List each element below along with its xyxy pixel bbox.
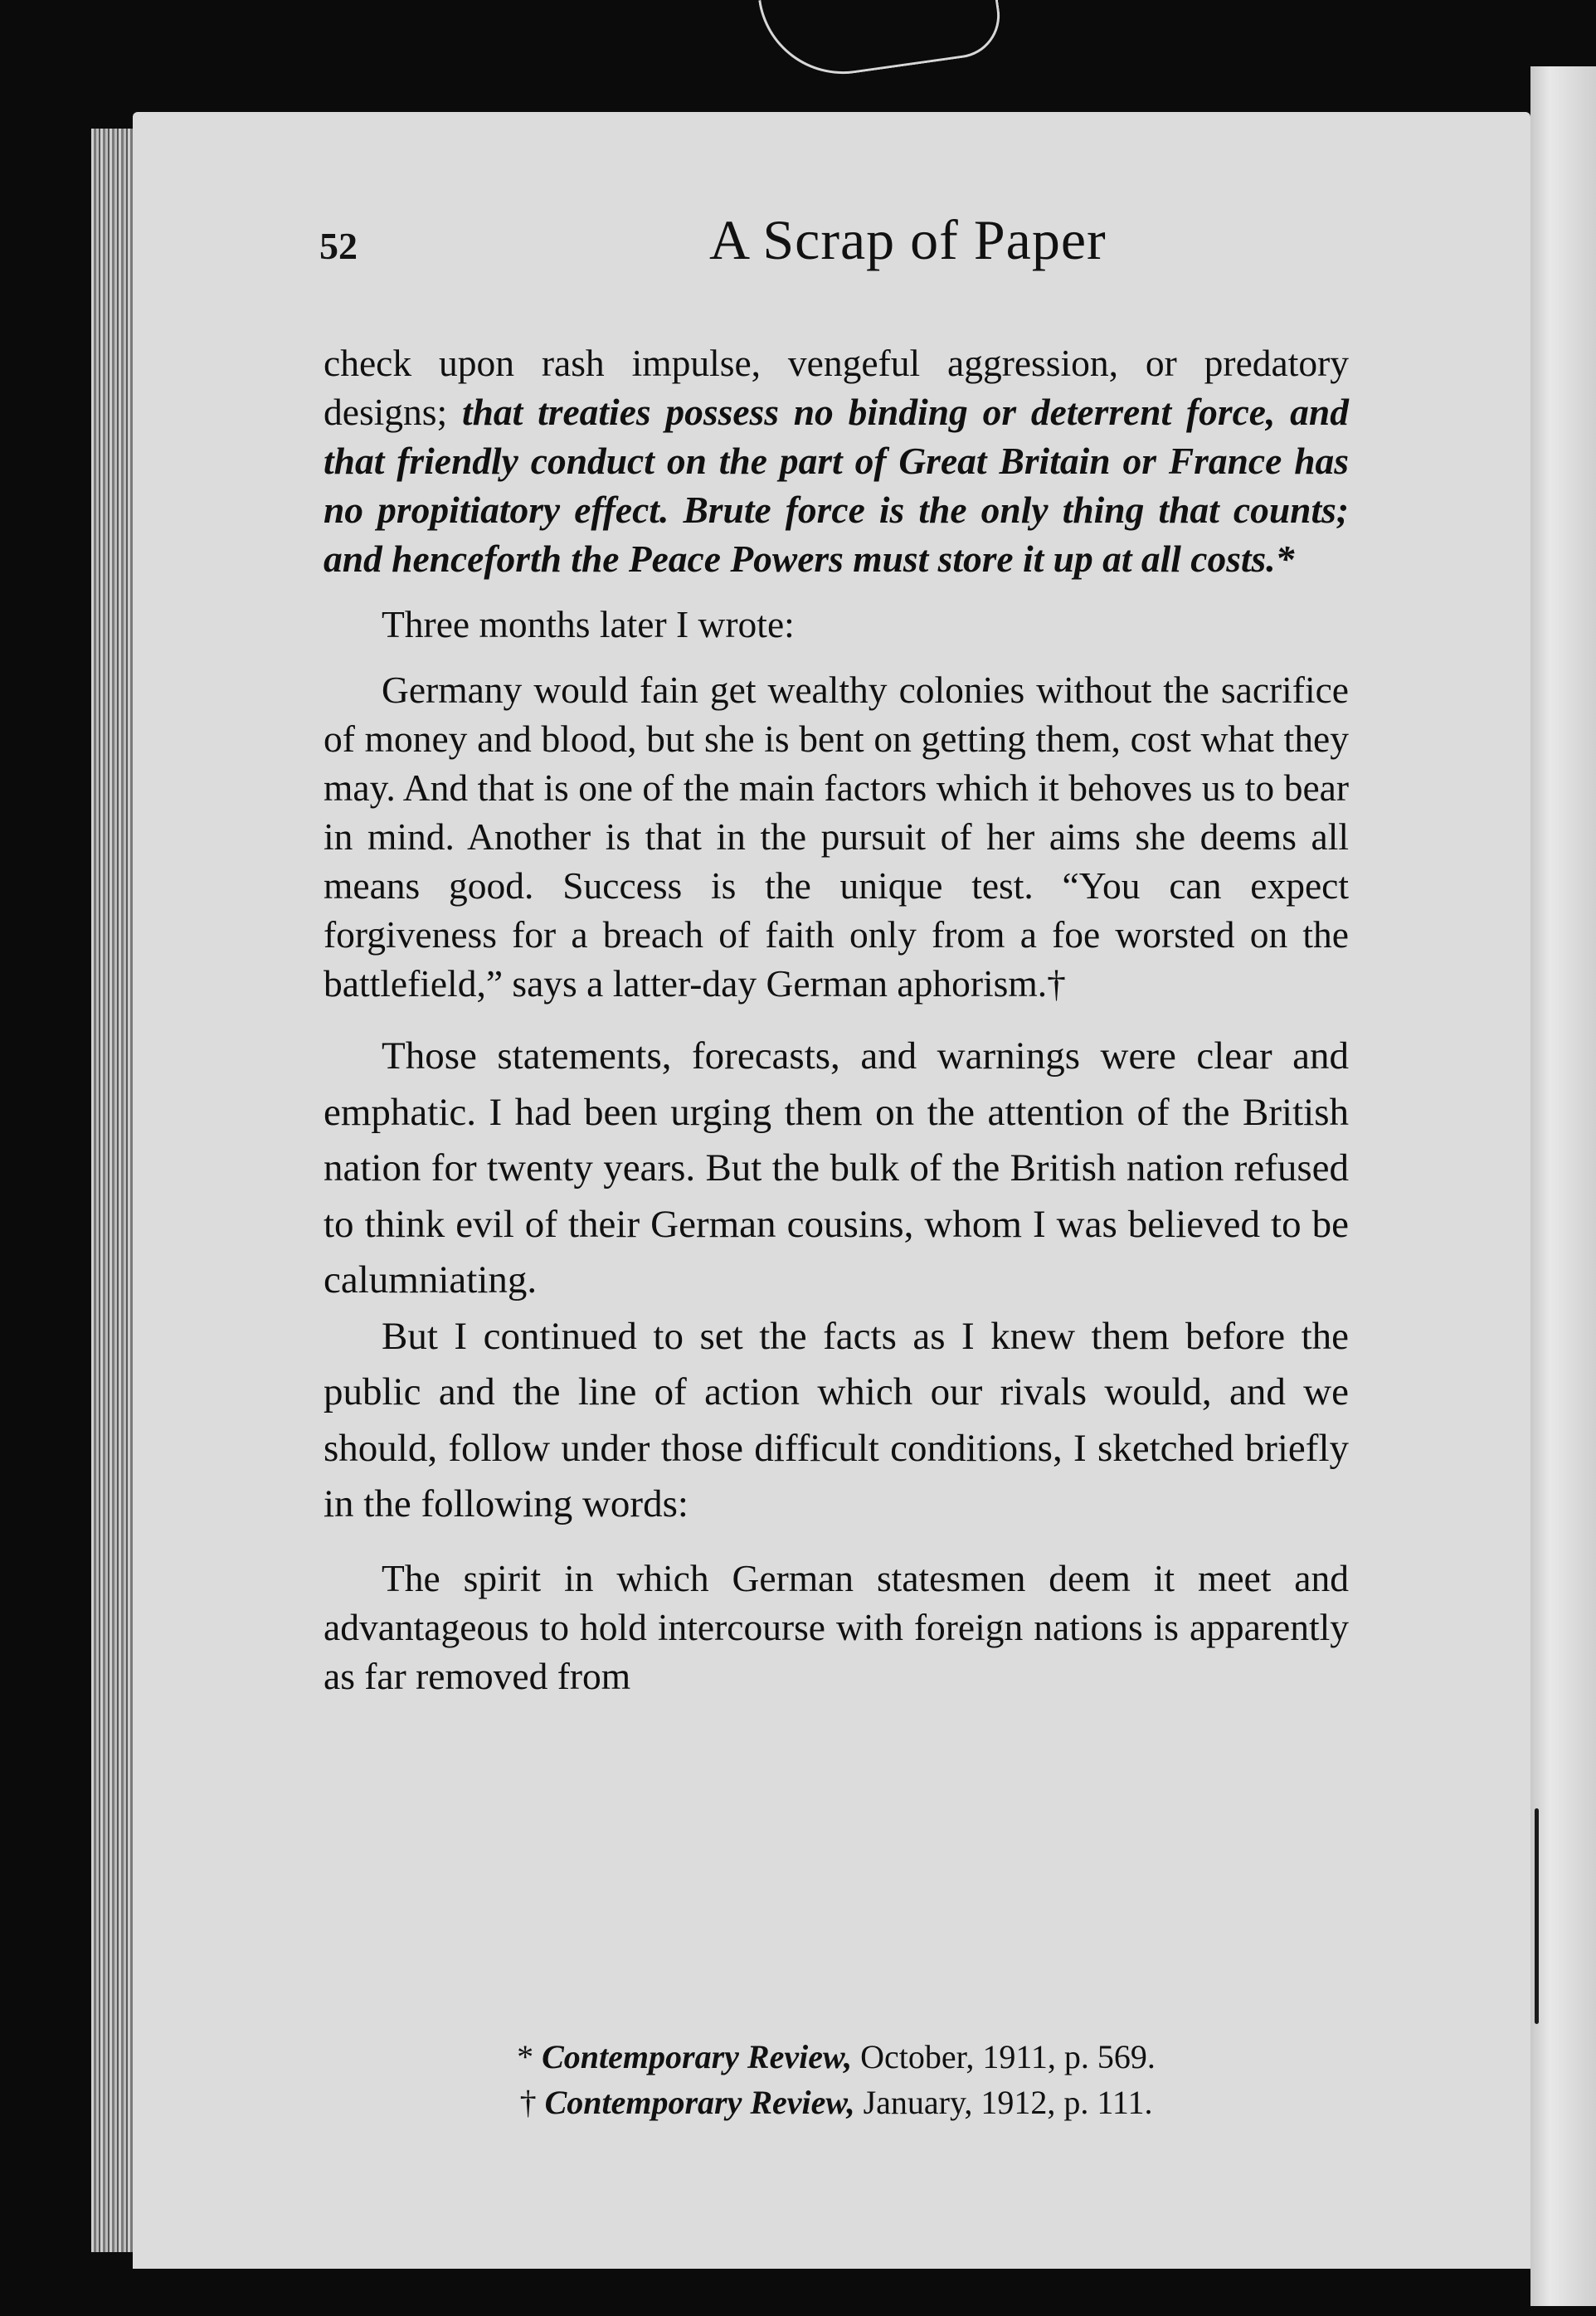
- footnote-detail: January, 1912, p. 111.: [863, 2084, 1153, 2121]
- footnote-source: Contemporary Review,: [544, 2084, 855, 2121]
- footnote-mark: †: [519, 2084, 537, 2121]
- paragraph-quote-1: [324, 338, 1349, 583]
- footnote: [324, 2080, 1349, 2125]
- paragraph-quote-3: The spirit in which German statesmen deem it meet and advantageous to hold intercourse with foreign nations is apparently as far removed from: [324, 1556, 1349, 1697]
- paragraph-continued: But I continued to set the facts as I knew them before the public and the line of action which our rivals would, and we should, follow under those difficult conditions, I sketched briefly in the following words:: [324, 1314, 1349, 1525]
- footnotes: [324, 2034, 1349, 2125]
- paragraph-text: Germany would fain get wealthy colonies without the sacrifice of money and blood, but she is bent on getting them, cost what they may. And that is one of the main factors which it behoves us to bear in mind. Another is that in the pursuit of her aims she deems all means good. Success is the unique test. “You can expect forgiveness for a breach of faith only from a foe worsted on the battlefield,” says a latter-day German aphorism.: [324, 669, 1349, 1005]
- body-text: [324, 338, 1349, 1701]
- footnote-mark: *: [517, 2038, 534, 2075]
- margin-mark: [1535, 1808, 1539, 2024]
- footnote-detail: October, 1911, p. 569.: [860, 2038, 1156, 2075]
- paragraph-text: check upon rash impulse, vengeful aggression, or predatory designs;: [324, 342, 1349, 433]
- footnote-ref: *: [1275, 538, 1295, 580]
- scan-artifact: [758, 0, 1005, 85]
- page-number: 52: [319, 225, 358, 267]
- paragraph-quote-2: [324, 665, 1349, 1008]
- footnote: [324, 2034, 1349, 2080]
- paragraph-italic-text: that treaties possess no binding or deterrent force, and that friendly conduct on the part of Great Britain or France has no propitiatory effect. Brute force is the only thing that counts; and henceforth the Peace Powers must store it up at all costs.: [324, 391, 1349, 580]
- facing-page-edge: [1530, 66, 1596, 2306]
- paragraph-statements: Those statements, forecasts, and warnings were clear and emphatic. I had been urging them on the attention of the British nation for twenty years. But the bulk of the British nation refused to think evil of their German cousins, whom I was believed to be calumniating.: [324, 1034, 1349, 1302]
- page-header: [236, 133, 1398, 290]
- paragraph-intro: Three months later I wrote:: [382, 603, 795, 645]
- footnote-source: Contemporary Review,: [542, 2038, 853, 2075]
- footnote-ref: †: [1047, 962, 1066, 1005]
- running-title: A Scrap of Paper: [709, 208, 1107, 271]
